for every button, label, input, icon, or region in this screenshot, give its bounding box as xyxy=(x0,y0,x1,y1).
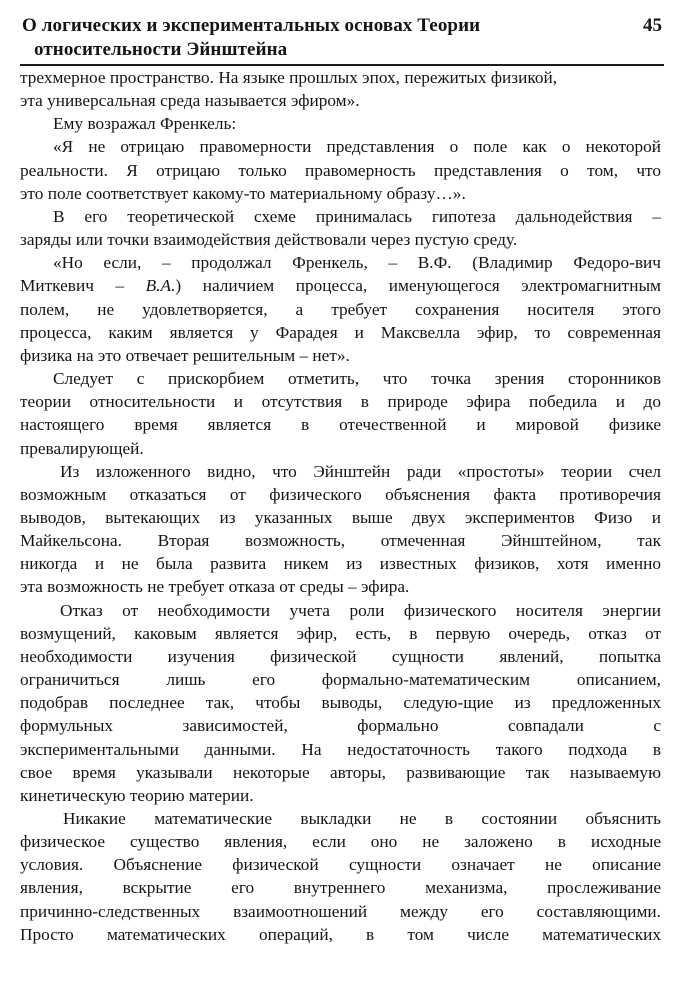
text-line: процесса, каким является у Фарадея и Максвелла эфир, то современная xyxy=(20,322,661,342)
paragraph xyxy=(20,251,661,367)
text-line: подобрав последнее так, чтобы выводы, следую-щие из предложенных xyxy=(20,693,661,713)
text-line: явления, вскрытие его внутреннего механизма, прослеживание xyxy=(20,878,661,898)
text-line: полем, не удовлетворяется, а требует сохранения носителя этого xyxy=(20,299,661,319)
page-number: 45 xyxy=(643,15,662,36)
running-title xyxy=(22,14,582,62)
text-line: это поле соответствует какому-то материальному образу…». xyxy=(20,183,466,203)
text-line: Из изложенного видно, что Эйнштейн ради «простоты» теории счел xyxy=(60,461,661,481)
text-line: экспериментальными данными. На недостаточность такого подхода в xyxy=(20,739,661,759)
text-line: ограничиться лишь его формально-математическим описанием, xyxy=(20,670,661,690)
text-line: необходимости изучения физической сущности явлений, попытка xyxy=(20,646,661,666)
paragraph xyxy=(20,205,661,251)
body-text xyxy=(20,66,661,946)
running-title-line-2: относительности Эйнштейна xyxy=(34,39,288,60)
running-title-line-1: О логических и экспериментальных основах Теории xyxy=(22,15,481,36)
text-line: эта универсальная среда называется эфиром». xyxy=(20,91,360,111)
text-line: Никакие математические выкладки не в состоянии объяснить xyxy=(63,809,661,828)
paragraph xyxy=(20,807,661,946)
paragraph xyxy=(20,599,661,807)
text-line: условия. Объяснение физической сущности означает не описание xyxy=(20,855,661,875)
text-line: выводов, вытекающих из указанных выше двух экспериментов Физо и xyxy=(20,507,661,527)
paragraph xyxy=(20,66,661,112)
text-line: Просто математических операций, в том числе математических xyxy=(20,924,661,944)
text-line: превалирующей. xyxy=(20,438,144,458)
text-line: кинетическую теорию материи. xyxy=(20,785,254,805)
text-line: Отказ от необходимости учета роли физического носителя энергии xyxy=(60,600,661,620)
text-line: «Я не отрицаю правомерности представления о поле как о некоторой xyxy=(53,137,661,157)
text-line: теории относительности и отсутствия в природе эфира победила и до xyxy=(20,392,661,412)
paragraph xyxy=(20,367,661,460)
text-line: причинно-следственных взаимоотношений между его составляющими. xyxy=(20,901,661,921)
paragraph xyxy=(20,112,661,135)
text-line: реальности. Я отрицаю только правомерность представления о том, что xyxy=(20,160,661,180)
paragraph xyxy=(20,460,661,599)
text-line: заряды или точки взаимодействия действовали через пустую среду. xyxy=(20,230,518,250)
text-line: Миткевич – В.А.) наличием процесса, именующегося электромагнитным xyxy=(20,276,661,296)
running-header xyxy=(22,14,662,66)
text-line: эта возможность не требует отказа от среды – эфира. xyxy=(20,577,410,597)
text-line: свое время указывали некоторые авторы, развивающие так называемую xyxy=(20,762,661,782)
text-line: возмущений, каковым является эфир, есть, в первую очередь, отказ от xyxy=(20,623,661,643)
text-line: Ему возражал Френкель: xyxy=(53,114,237,134)
text-line: В его теоретической схеме принималась гипотеза дальнодействия – xyxy=(53,206,661,226)
text-line: возможным отказаться от физического объяснения факта противоречия xyxy=(20,484,661,504)
text-line: настоящего время является в отечественной и мировой физике xyxy=(20,415,661,435)
text-line: трехмерное пространство. На языке прошлых эпох, пережитых физикой, xyxy=(20,68,558,87)
text-line: никогда и не была развита никем из известных физиков, хотя именно xyxy=(20,554,661,574)
text-line: физика на это отвечает решительным – нет». xyxy=(20,345,350,365)
text-line: физическое существо явления, если оно не заложено в исходные xyxy=(20,832,661,852)
paragraph xyxy=(20,135,661,204)
text-line: Следует с прискорбием отметить, что точка зрения сторонников xyxy=(53,369,661,389)
text-line: формульных зависимостей, формально совпадали с xyxy=(20,716,661,736)
text-line: «Но если, – продолжал Френкель, – В.Ф. (Владимир Федоро-вич xyxy=(53,253,661,273)
author-initials: В.А. xyxy=(145,276,176,296)
text-line: Майкельсона. Вторая возможность, отмеченная Эйнштейном, так xyxy=(20,531,661,551)
